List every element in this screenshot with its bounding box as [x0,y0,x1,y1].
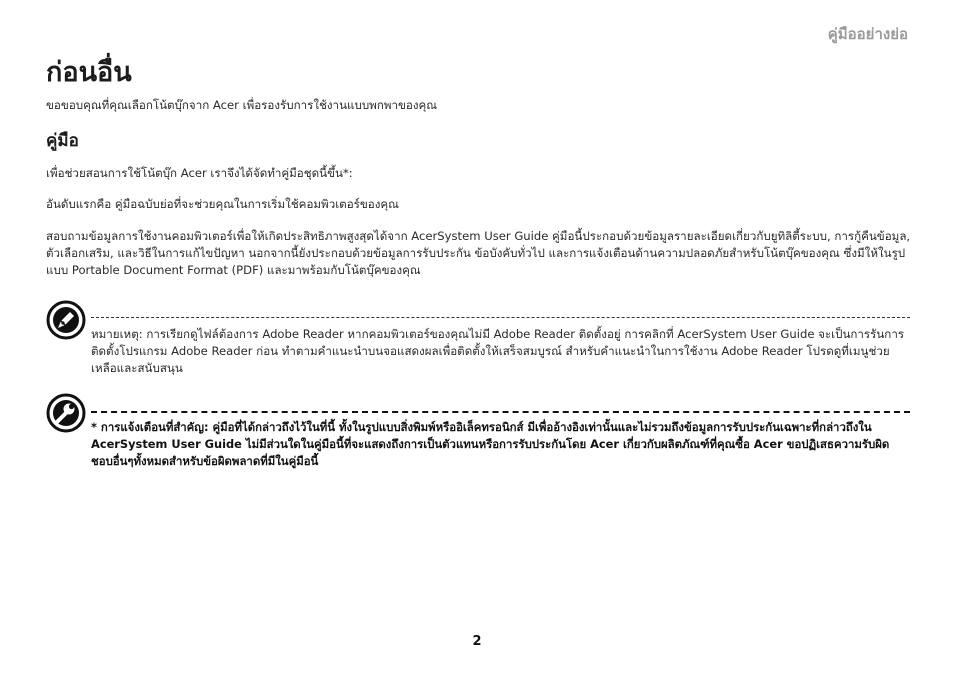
dashed-divider [91,411,910,413]
section-heading: คู่มือ [46,131,79,151]
intro-paragraph: ขอขอบคุณที่คุณเลือกโน้ตบุ๊กจาก Acer เพื่อรองรับการใช้งานแบบพกพาของคุณ [46,98,438,112]
note-pen-icon [46,300,86,340]
guide-paragraph-3: สอบถามข้อมูลการใช้งานคอมพิวเตอร์เพื่อให้เกิดประสิทธิภาพสูงสุดได้จาก AcerSystem User Guide คู่มือนี้ประกอบด้วยข้อมูลรายละเอียดเกี่ยวกับยูทิลิตี้ระบบ, การกู้คืนข้อมูล, ตัวเลือกเสริม, และวิธีในการแก้ไขปัญหา นอกจากนี้ยังประกอบด้วยข้อมูลการรับประกัน ข้อบังคับทั่วไป และการแจ้งเตือนด้านความปลอดภัยสำหรับโน้ตบุ๊คของคุณ ซึ่งมีให้ในรูปแบบ Portable Document Format (PDF) และมาพร้อมกับโน้ตบุ๊คของคุณ [46,229,911,277]
guide-paragraph-2: อันดับแรกคือ คู่มือฉบับย่อที่จะช่วยคุณในการเริ่มใช้คอมพิวเตอร์ของคุณ [46,197,399,211]
wrench-icon [46,393,86,433]
note-text: หมายเหตุ: การเรียกดูไฟล์ต้องการ Adobe Reader หากคอมพิวเตอร์ของคุณไม่มี Adobe Reader ติดตั้งอยู่ การคลิกที่ AcerSystem User Guide จะเป็นการรันการติดตั้งโปรแกรม Adobe Reader ก่อน ทำตามคำแนะนำบนจอแสดงผลเพื่อติดตั้งให้เสร็จสมบูรณ์ สำหรับคำแนะนำในการใช้งาน Adobe Reader โปรดดูที่เมนูช่วยเหลือและสนับสนุน [91,327,905,375]
page-title: ก่อนอื่น [46,57,132,88]
guide-paragraph-1: เพื่อช่วยสอนการใช้โน้ตบุ๊ก Acer เราจึงได้จัดทำคู่มือชุดนี้ขึ้น*: [46,166,353,180]
warning-text: * การแจ้งเตือนที่สำคัญ: คู่มือที่ได้กล่าวถึงไว้ในที่นี้ ทั้งในรูปแบบสิ่งพิมพ์หรืออิเล็คทรอนิกส์ มีเพื่ออ้างอิงเท่านั้นและไม่รวมถึงข้อมูลการรับประกันเฉพาะที่กล่าวถึงใน AcerSystem User Guide ไม่มีส่วนใดในคู่มือนี้ที่จะแสดงถึงการเป็นตัวแทนหรือการรับประกันโดย Acer เกี่ยวกับผลิตภัณฑ์ที่คุณซื้อ Acer ขอปฏิเสธความรับผิดชอบอื่นๆทั้งหมดสำหรับข้อผิดพลาดที่มีในคู่มือนี้ [91,420,890,468]
dashed-divider [91,317,910,318]
page-number: 2 [472,634,482,649]
running-header: คู่มืออย่างย่อ [827,25,908,43]
